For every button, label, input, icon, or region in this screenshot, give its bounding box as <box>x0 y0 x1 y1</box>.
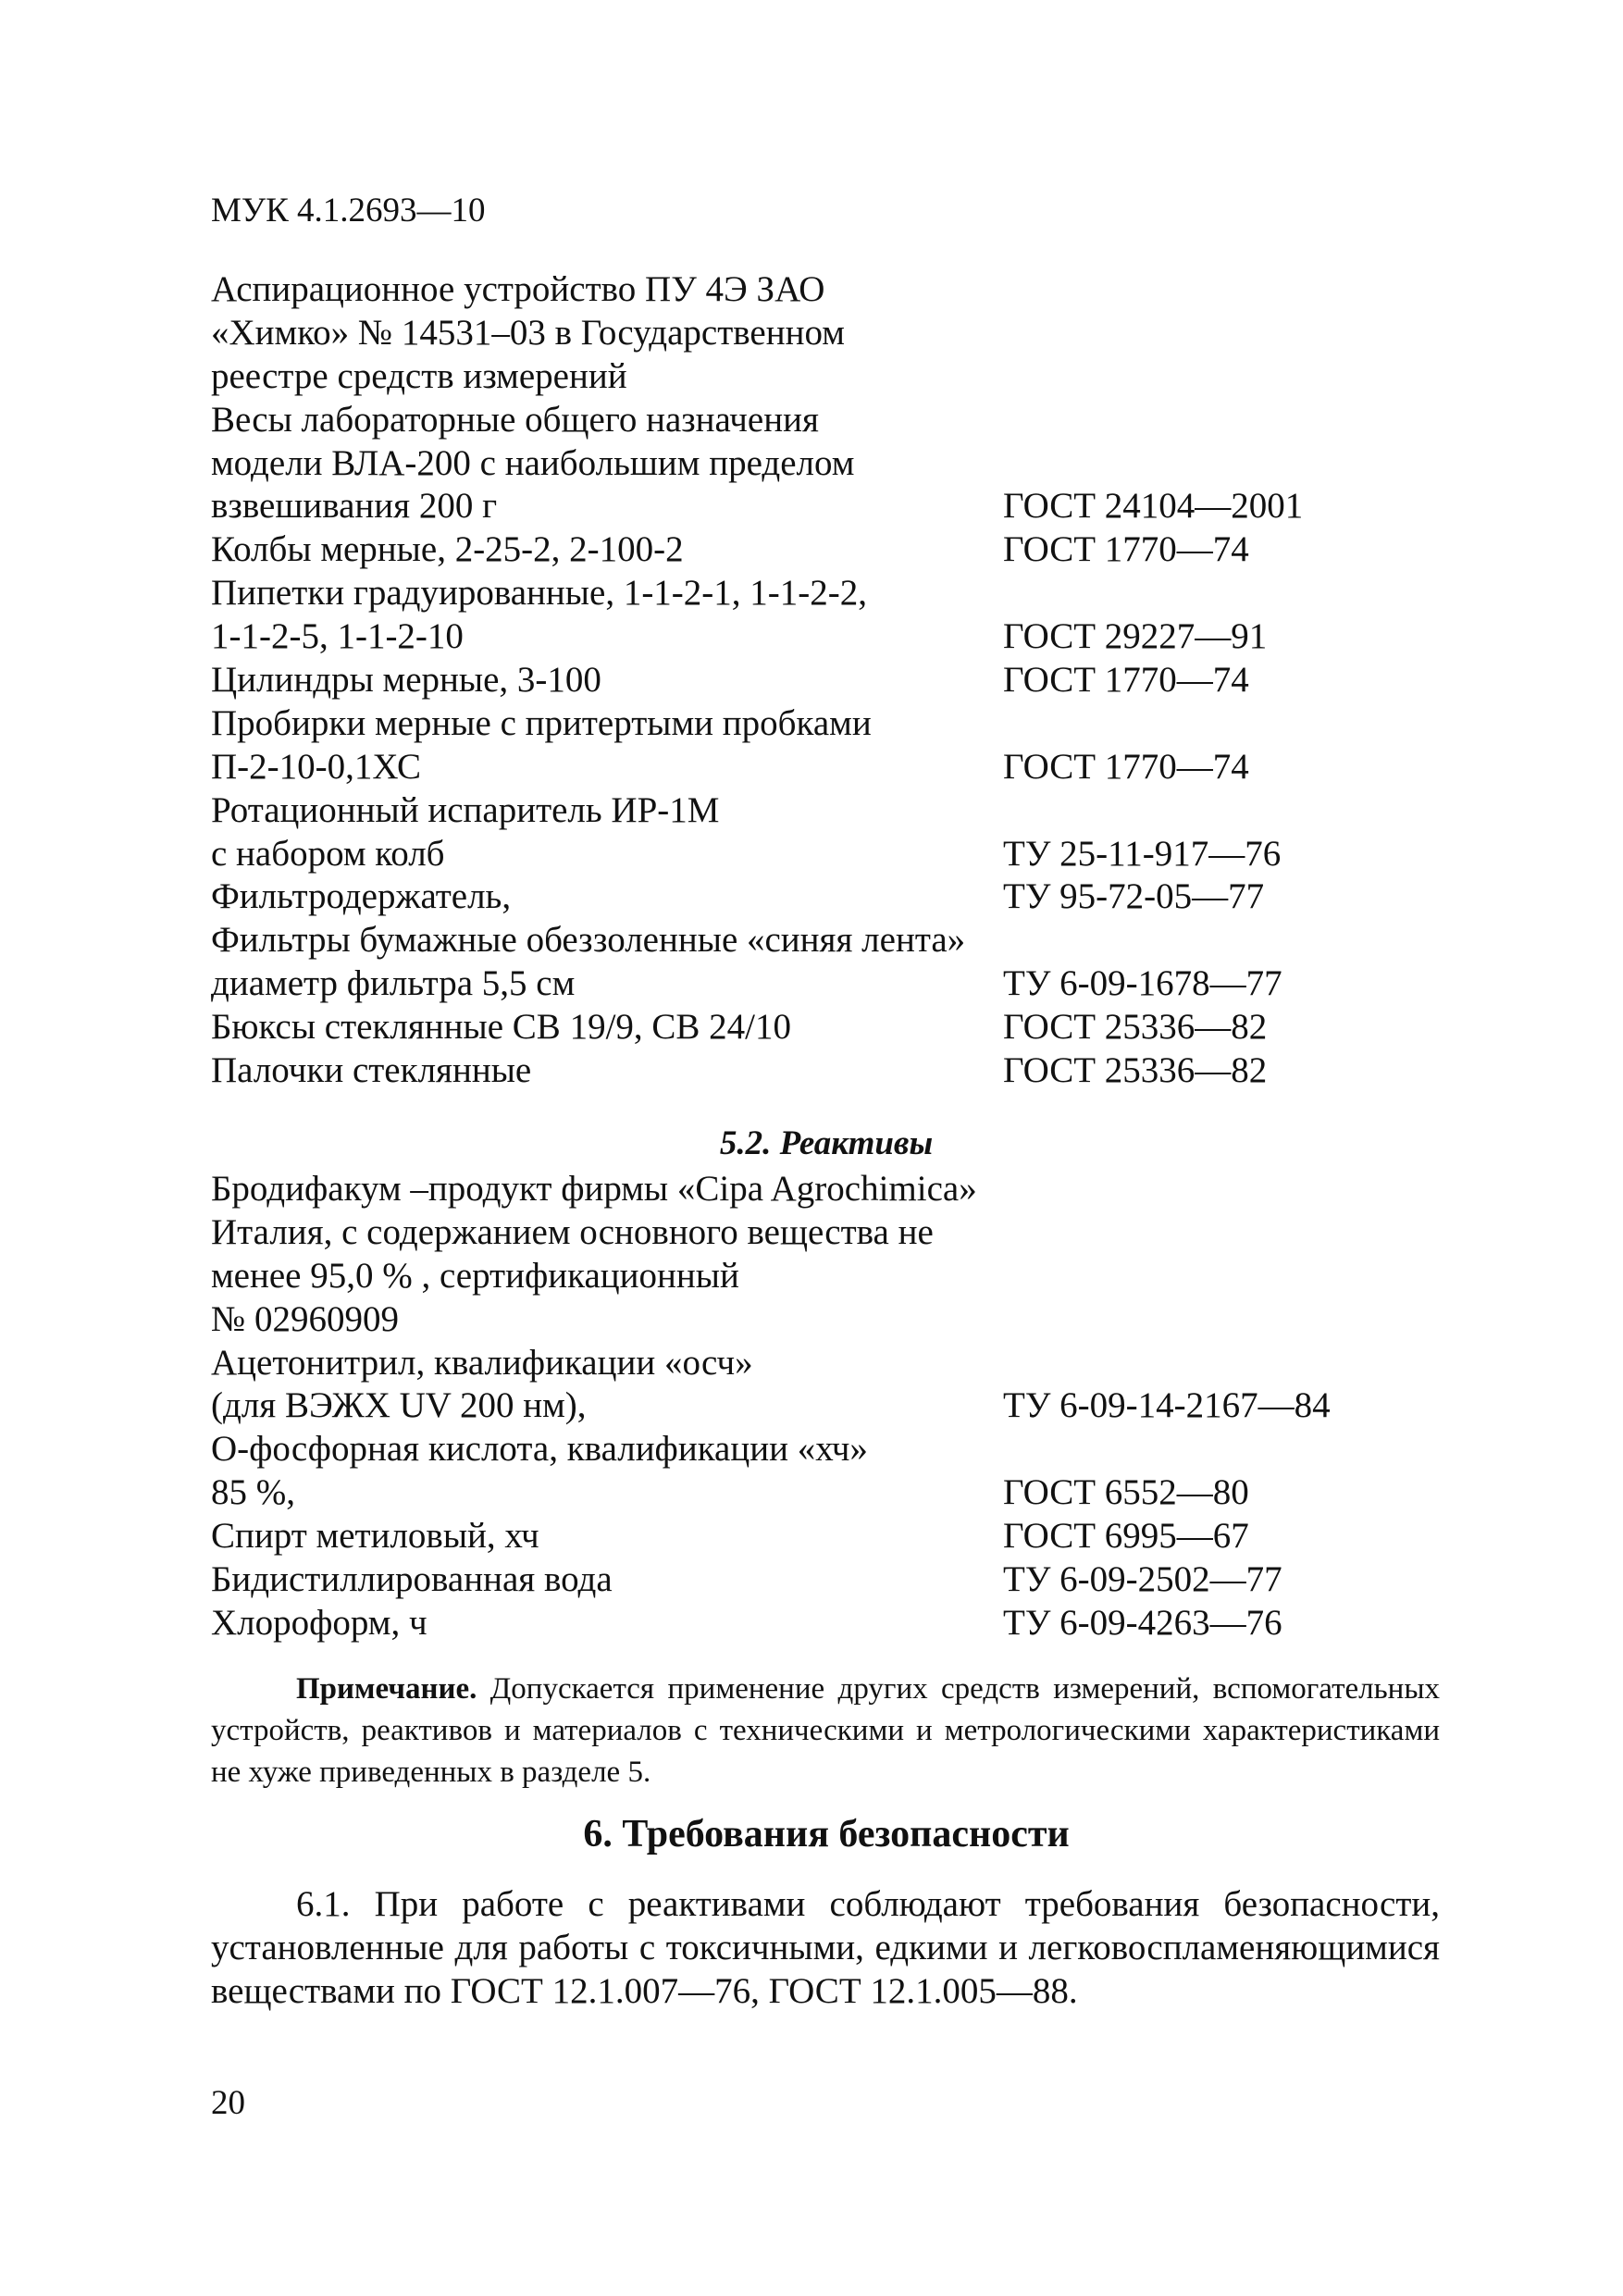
equipment-row <box>211 615 1451 659</box>
item-standard: ТУ 6-09-2502—77 <box>1003 1559 1282 1600</box>
subsection-title-reagents: 5.2. Реактивы <box>719 1124 934 1162</box>
item-standard: ТУ 6-09-4263—76 <box>1003 1602 1282 1643</box>
equipment-row <box>211 659 1451 702</box>
item-name: Бидистиллированная вода <box>211 1559 613 1600</box>
equipment-row <box>211 485 1451 528</box>
item-name: Бродифакум –продукт фирмы «Cipa Agrochimica» <box>211 1169 977 1209</box>
equipment-row <box>211 1049 1451 1093</box>
equipment-row <box>211 746 1451 789</box>
reagents-row <box>211 1384 1451 1428</box>
item-name: взвешивания 200 г <box>211 486 498 527</box>
equipment-row <box>211 833 1451 876</box>
equipment-row <box>211 268 1451 312</box>
item-name: № 02960909 <box>211 1298 399 1339</box>
item-standard: ГОСТ 1770—74 <box>1003 660 1249 701</box>
item-standard: ГОСТ 25336—82 <box>1003 1007 1268 1048</box>
equipment-row <box>211 919 1451 962</box>
reagents-row <box>211 1211 1451 1255</box>
reagents-row <box>211 1342 1451 1385</box>
equipment-row <box>211 442 1451 486</box>
item-standard: ГОСТ 6552—80 <box>1003 1472 1249 1513</box>
item-name: 85 %, <box>211 1472 295 1513</box>
item-name: Спирт метиловый, хч <box>211 1516 539 1557</box>
reagents-list <box>211 1168 1451 1645</box>
equipment-row <box>211 789 1451 833</box>
item-name: Пипетки градуированные, 1-1-2-1, 1-1-2-2, <box>211 573 867 614</box>
equipment-row <box>211 528 1451 572</box>
reagents-row <box>211 1471 1451 1515</box>
item-standard: ТУ 25-11-917—76 <box>1003 833 1282 874</box>
item-name: Палочки стеклянные <box>211 1050 532 1091</box>
item-name: Аспирационное устройство ПУ 4Э ЗАО <box>211 269 825 309</box>
reagents-row <box>211 1255 1451 1298</box>
reagents-row <box>211 1515 1451 1558</box>
item-standard: ТУ 95-72-05—77 <box>1003 876 1265 917</box>
item-name: Цилиндры мерные, 3-100 <box>211 660 601 701</box>
item-standard: ГОСТ 6995—67 <box>1003 1516 1249 1557</box>
safety-paragraph: 6.1. При работе с реактивами соблюдают требования безопасности, установленные для работы с токсичными, едкими и легковоспламеняющимися веществами по ГОСТ 12.1.007—76, ГОСТ 12.1.005—88. <box>211 1884 1440 2011</box>
item-standard: ТУ 6-09-1678—77 <box>1003 963 1282 1004</box>
equipment-row <box>211 572 1451 615</box>
item-name: Фильтродержатель, <box>211 876 512 917</box>
item-name: Ротационный испаритель ИР-1М <box>211 789 720 830</box>
equipment-row <box>211 355 1451 399</box>
item-name: Ацетонитрил, квалификации «осч» <box>211 1342 753 1383</box>
note-paragraph <box>211 1669 1440 1793</box>
document-header: МУК 4.1.2693—10 <box>211 192 486 230</box>
reagents-row <box>211 1168 1451 1211</box>
equipment-row <box>211 399 1451 442</box>
section-title-safety: 6. Требования безопасности <box>583 1813 1070 1855</box>
item-name: 1-1-2-5, 1-1-2-10 <box>211 616 464 657</box>
item-name: П-2-10-0,1ХС <box>211 746 422 787</box>
item-name: диаметр фильтра 5,5 см <box>211 963 576 1004</box>
equipment-row <box>211 312 1451 355</box>
item-standard: ГОСТ 25336—82 <box>1003 1050 1268 1091</box>
equipment-row <box>211 875 1451 919</box>
equipment-list <box>211 268 1451 1093</box>
equipment-row <box>211 1006 1451 1049</box>
item-name: менее 95,0 % , сертификационный <box>211 1255 739 1296</box>
item-name: Колбы мерные, 2-25-2, 2-100-2 <box>211 529 684 570</box>
reagents-row <box>211 1428 1451 1471</box>
item-name: Италия, с содержанием основного вещества не <box>211 1211 934 1252</box>
reagents-row <box>211 1602 1451 1645</box>
item-standard: ГОСТ 1770—74 <box>1003 746 1249 787</box>
item-name: «Химко» № 14531–03 в Государственном <box>211 312 845 353</box>
item-name: Пробирки мерные с притертыми пробками <box>211 702 872 743</box>
item-name: модели ВЛА-200 с наибольшим пределом <box>211 442 855 483</box>
item-name: (для ВЭЖХ UV 200 нм), <box>211 1385 587 1426</box>
item-name: Фильтры бумажные обеззоленные «синяя лента» <box>211 920 966 961</box>
reagents-row <box>211 1558 1451 1602</box>
item-name: Бюксы стеклянные СВ 19/9, СВ 24/10 <box>211 1007 792 1048</box>
item-name: Хлороформ, ч <box>211 1602 427 1643</box>
item-name: с набором колб <box>211 833 445 874</box>
item-name: Весы лабораторные общего назначения <box>211 399 819 440</box>
item-standard: ГОСТ 24104—2001 <box>1003 486 1304 527</box>
equipment-row <box>211 702 1451 746</box>
item-name: реестре средств измерений <box>211 355 627 396</box>
reagents-row <box>211 1298 1451 1342</box>
item-standard: ГОСТ 1770—74 <box>1003 529 1249 570</box>
note-text: Допускается применение других средств измерений, вспомогательных устройств, реактивов и материалов с техническими и метрологическими характеристиками не хуже приведенных в разделе 5. <box>211 1672 1440 1789</box>
item-name: О-фосфорная кислота, квалификации «хч» <box>211 1429 868 1470</box>
page-number: 20 <box>211 2084 245 2122</box>
note-label: Примечание. <box>296 1672 477 1706</box>
item-standard: ТУ 6-09-14-2167—84 <box>1003 1385 1331 1426</box>
equipment-row <box>211 962 1451 1006</box>
item-standard: ГОСТ 29227—91 <box>1003 616 1268 657</box>
